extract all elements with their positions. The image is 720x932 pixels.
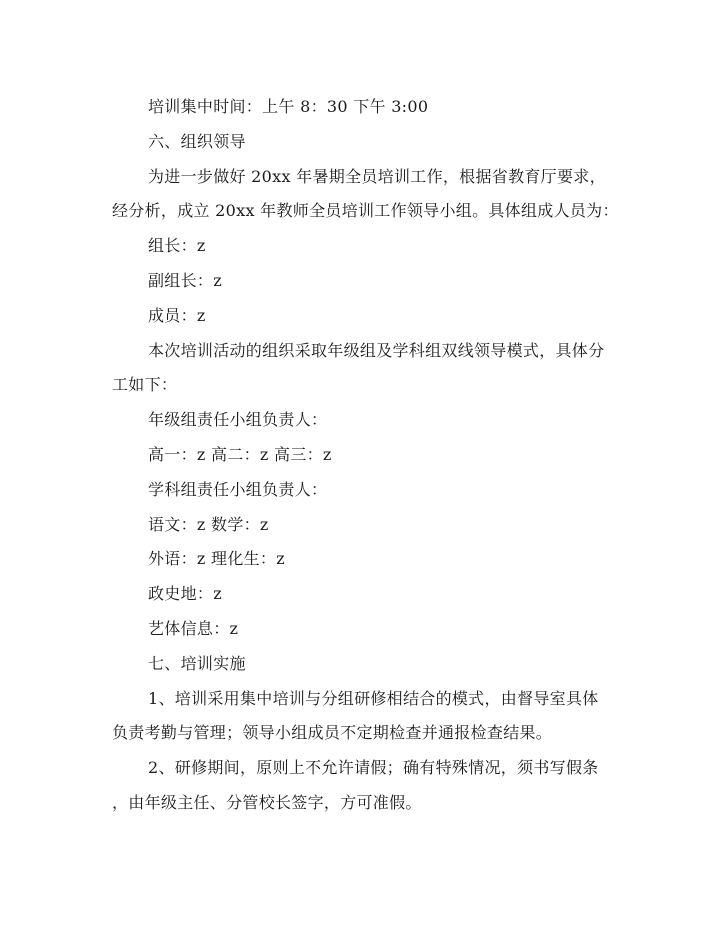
members-line: 成员：z (148, 305, 206, 325)
section-heading-implementation: 七、培训实施 (148, 653, 246, 673)
paragraph-line: 负责考勤与管理；领导小组成员不定期检查并通报检查结果。 (112, 723, 553, 743)
document-body (112, 90, 619, 821)
training-time-line: 培训集中时间：上午 8：30 下午 3:00 (148, 97, 429, 116)
paragraph-line: 本次培训活动的组织采取年级组及学科组双线领导模式，具体分 (148, 340, 605, 360)
paragraph-line: 2、研修期间，原则上不允许请假；确有特殊情况，须书写假条 (148, 758, 599, 778)
subject-leaders-line: 外语：z 理化生：z (148, 549, 285, 569)
paragraph-line: 1、培训采用集中培训与分组研修相结合的模式，由督导室具体 (148, 688, 599, 708)
subject-leaders-line: 语文：z 数学：z (148, 514, 269, 534)
leader-line: 组长：z (148, 236, 206, 256)
deputy-leader-line: 副组长：z (148, 270, 222, 290)
paragraph-line: 为进一步做好 20xx 年暑期全员培训工作，根据省教育厅要求， (148, 166, 606, 186)
subject-group-heading: 学科组责任小组负责人： (148, 479, 328, 499)
paragraph-line: ，由年级主任、分管校长签字，方可准假。 (112, 792, 422, 812)
paragraph-line: 工如下： (112, 375, 178, 395)
grade-leaders-line: 高一：z 高二：z 高三：z (148, 444, 332, 464)
subject-leaders-line: 政史地：z (148, 584, 222, 604)
subject-leaders-line: 艺体信息：z (148, 618, 239, 638)
paragraph-line: 经分析，成立 20xx 年教师全员培训工作领导小组。具体组成人员为： (112, 201, 619, 221)
section-heading-organization: 六、组织领导 (148, 131, 246, 151)
grade-group-heading: 年级组责任小组负责人： (148, 410, 328, 430)
